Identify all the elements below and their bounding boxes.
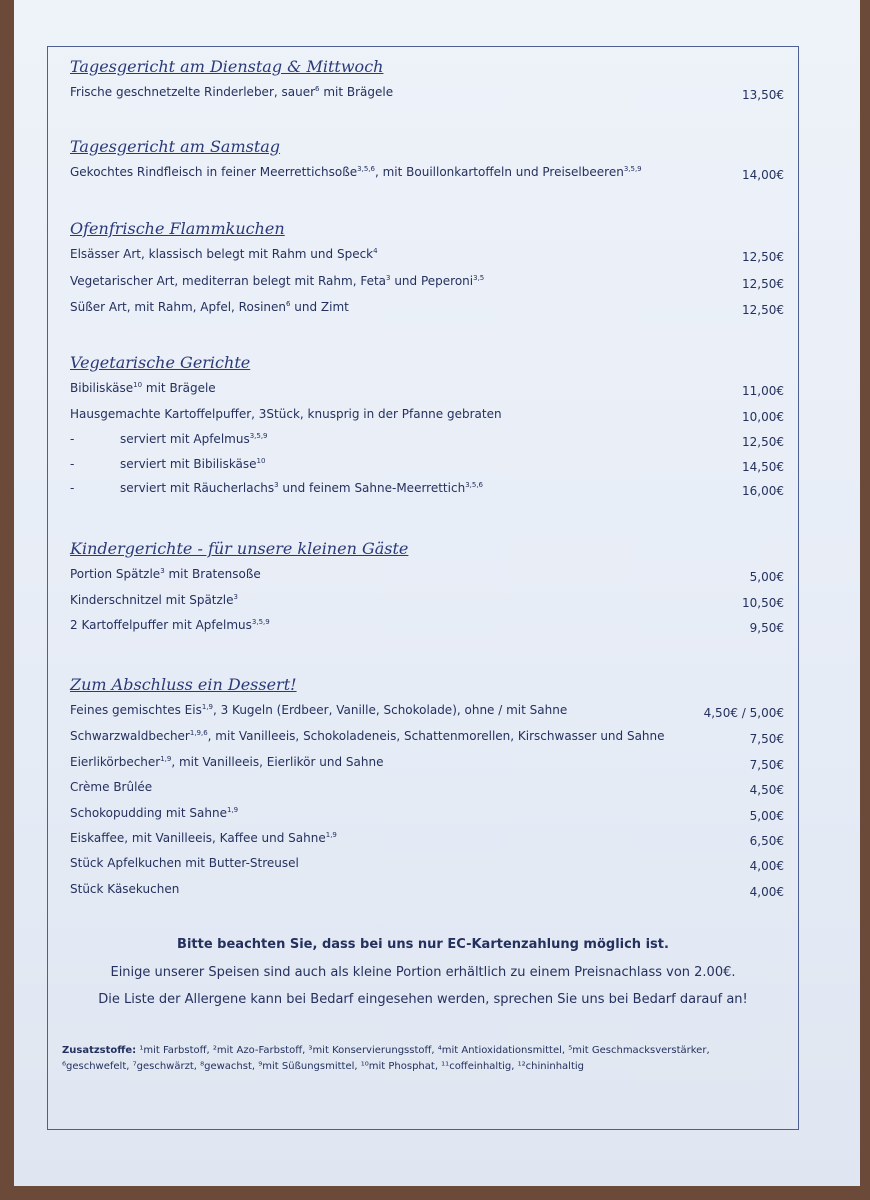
item-name: [120, 432, 268, 446]
item-name: [70, 882, 179, 896]
menu-item: [70, 755, 784, 775]
item-price: 4,50€ / 5,00€: [703, 706, 784, 720]
menu-item: [70, 729, 784, 749]
item-price: 12,50€: [742, 277, 784, 291]
item-text: Bibiliskäse: [70, 381, 134, 395]
item-name: [70, 831, 337, 845]
item-text: Schokopudding mit Sahne: [70, 806, 227, 820]
menu-item: [70, 806, 784, 826]
allergen-sup: 1,9: [201, 703, 213, 711]
menu-item: [70, 703, 784, 723]
item-name: [70, 755, 383, 769]
menu-item: [70, 381, 784, 401]
menu-item: [70, 85, 784, 105]
item-price: 4,00€: [749, 885, 784, 899]
item-text-cont: , mit Bouillonkartoffeln und Preiselbeeren: [374, 165, 624, 179]
allergen-sup: 10: [133, 381, 143, 389]
item-name: [70, 407, 502, 421]
item-price: 5,00€: [749, 570, 784, 584]
menu-item: [70, 300, 784, 320]
allergen-sup: 3: [160, 567, 165, 575]
item-price: 4,00€: [749, 859, 784, 873]
item-price: 12,50€: [742, 250, 784, 264]
allergen-sup: 1,9: [325, 831, 337, 839]
item-text: Kinderschnitzel mit Spätzle: [70, 593, 234, 607]
menu-item: [70, 165, 784, 185]
item-price: 14,00€: [742, 168, 784, 182]
item-text-cont: und Zimt: [290, 300, 349, 314]
item-text: Vegetarischer Art, mediterran belegt mit Rahm, Feta: [70, 274, 387, 288]
item-text-cont: und Peperoni: [390, 274, 474, 288]
menu-item: [70, 567, 784, 587]
section-heading: Tagesgericht am Samstag: [70, 137, 281, 156]
item-text: Süßer Art, mit Rahm, Apfel, Rosinen: [70, 300, 286, 314]
allergen-sup: 3,5: [473, 274, 485, 282]
menu-item: [70, 882, 784, 902]
item-name: [70, 381, 216, 395]
menu-item: [70, 856, 784, 876]
item-price: 10,50€: [742, 596, 784, 610]
item-text: Schwarzwaldbecher: [70, 729, 190, 743]
allergen-sup: 3,5,6: [465, 481, 483, 489]
section-heading: Zum Abschluss ein Dessert!: [70, 675, 297, 694]
allergen-sup: 1,9,6: [189, 729, 208, 737]
allergen-sup: 3,5,6: [357, 165, 375, 173]
menu-item: [70, 593, 784, 613]
notice-line: Die Liste der Allergene kann bei Bedarf eingesehen werden, sprechen Sie uns bei Bedarf darauf an!: [98, 992, 748, 1007]
item-price: 6,50€: [749, 834, 784, 848]
item-price: 12,50€: [742, 435, 784, 449]
item-price: 7,50€: [749, 732, 784, 746]
notice-line: Bitte beachten Sie, dass bei uns nur EC-Kartenzahlung möglich ist.: [177, 937, 669, 952]
item-dash: -: [70, 481, 75, 495]
item-price: 16,00€: [742, 484, 784, 498]
item-name: [70, 703, 567, 717]
item-name: [70, 618, 270, 632]
allergen-sup: 3: [386, 274, 391, 282]
item-name: [70, 567, 261, 581]
menu-item: [70, 432, 784, 452]
item-text-cont: , mit Vanilleeis, Eierlikör und Sahne: [171, 755, 384, 769]
section-heading: Ofenfrische Flammkuchen: [70, 219, 285, 238]
item-price: 5,00€: [749, 809, 784, 823]
item-name: [70, 85, 393, 99]
allergen-sup: 1,9: [226, 806, 239, 814]
item-price: 13,50€: [742, 88, 784, 102]
item-text: Eierlikörbecher: [70, 755, 161, 769]
item-text: serviert mit Räucherlachs: [120, 481, 275, 495]
item-name: [70, 274, 484, 288]
section-heading: Kindergerichte - für unsere kleinen Gäste: [70, 539, 409, 558]
menu-paper: [14, 0, 860, 1186]
item-price: 4,50€: [749, 783, 784, 797]
item-text: Crème Brûlée: [70, 780, 153, 794]
item-price: 9,50€: [749, 621, 784, 635]
section-heading: Vegetarische Gerichte: [70, 353, 251, 372]
item-dash: -: [70, 432, 75, 446]
notice-line: Einige unserer Speisen sind auch als kleine Portion erhältlich zu einem Preisnachlass von 2.00€.: [110, 965, 736, 980]
allergen-sup: 3,5,9: [249, 432, 268, 440]
item-price: 11,00€: [742, 384, 784, 398]
item-text: Portion Spätzle: [70, 567, 161, 581]
item-price: 14,50€: [742, 460, 784, 474]
item-text: Elsässer Art, klassisch belegt mit Rahm und Speck: [70, 247, 374, 261]
item-name: [70, 729, 665, 743]
section-heading: Tagesgericht am Dienstag & Mittwoch: [70, 57, 384, 76]
menu-item: [70, 481, 784, 501]
item-name: [70, 856, 299, 870]
item-text: 2 Kartoffelpuffer mit Apfelmus: [70, 618, 252, 632]
item-text: serviert mit Apfelmus: [120, 432, 250, 446]
item-text-cont: , mit Vanilleeis, Schokoladeneis, Schattenmorellen, Kirschwasser und Sahne: [207, 729, 665, 743]
menu-item: [70, 457, 784, 477]
allergen-sup: 10: [256, 457, 266, 465]
item-price: 10,00€: [742, 410, 784, 424]
menu-frame: [47, 46, 799, 1130]
allergen-sup: 1,9: [160, 755, 172, 763]
item-dash: -: [70, 457, 75, 471]
menu-item: [70, 618, 784, 638]
item-name: [70, 165, 642, 179]
additives-footnote: [62, 1043, 784, 1075]
footnote-line-1: ¹mit Farbstoff, ²mit Azo-Farbstoff, ³mit Konservierungsstoff, ⁴mit Antioxidationsmittel, ⁵mit Geschmacksverstärker,: [139, 1045, 710, 1056]
item-text-cont: mit Bratensoße: [164, 567, 261, 581]
allergen-sup: 3: [274, 481, 279, 489]
item-text: Eiskaffee, mit Vanilleeis, Kaffee und Sahne: [70, 831, 326, 845]
item-text: serviert mit Bibiliskäse: [120, 457, 257, 471]
menu-item: [70, 780, 784, 800]
item-name: [70, 593, 238, 607]
item-text-cont: , 3 Kugeln (Erdbeer, Vanille, Schokolade), ohne / mit Sahne: [212, 703, 568, 717]
allergen-sup: 3,5,9: [623, 165, 642, 173]
allergen-sup: 6: [315, 85, 320, 93]
item-text-cont: mit Brägele: [319, 85, 394, 99]
allergen-sup: 6: [286, 300, 291, 308]
item-text: Stück Käsekuchen: [70, 882, 180, 896]
item-text: Frische geschnetzelte Rinderleber, sauer: [70, 85, 316, 99]
allergen-sup: 4: [373, 247, 378, 255]
item-name: [120, 481, 483, 495]
item-text: Hausgemachte Kartoffelpuffer, 3Stück, knusprig in der Pfanne gebraten: [70, 407, 502, 421]
footnote-line-2: ⁶geschwefelt, ⁷geschwärzt, ⁸gewachst, ⁹mit Süßungsmittel, ¹⁰mit Phosphat, ¹¹coffeinhaltig, ¹²chininhaltig: [62, 1061, 584, 1072]
item-text-cont: und feinem Sahne-Meerrettich: [278, 481, 466, 495]
menu-item: [70, 274, 784, 294]
allergen-sup: 3,5,9: [251, 618, 270, 626]
menu-item: [70, 247, 784, 267]
item-name: [70, 300, 349, 314]
item-text: Gekochtes Rindfleisch in feiner Meerrettichsoße: [70, 165, 358, 179]
item-name: [120, 457, 265, 471]
item-text: Feines gemischtes Eis: [70, 703, 202, 717]
menu-item: [70, 831, 784, 851]
menu-item: [70, 407, 784, 427]
item-text-cont: mit Brägele: [142, 381, 216, 395]
item-name: [70, 780, 152, 794]
item-price: 7,50€: [749, 758, 784, 772]
item-text: Stück Apfelkuchen mit Butter-Streusel: [70, 856, 299, 870]
item-name: [70, 806, 238, 820]
footnote-title: Zusatzstoffe:: [62, 1045, 137, 1056]
allergen-sup: 3: [233, 593, 238, 601]
item-price: 12,50€: [742, 303, 784, 317]
item-name: [70, 247, 378, 261]
